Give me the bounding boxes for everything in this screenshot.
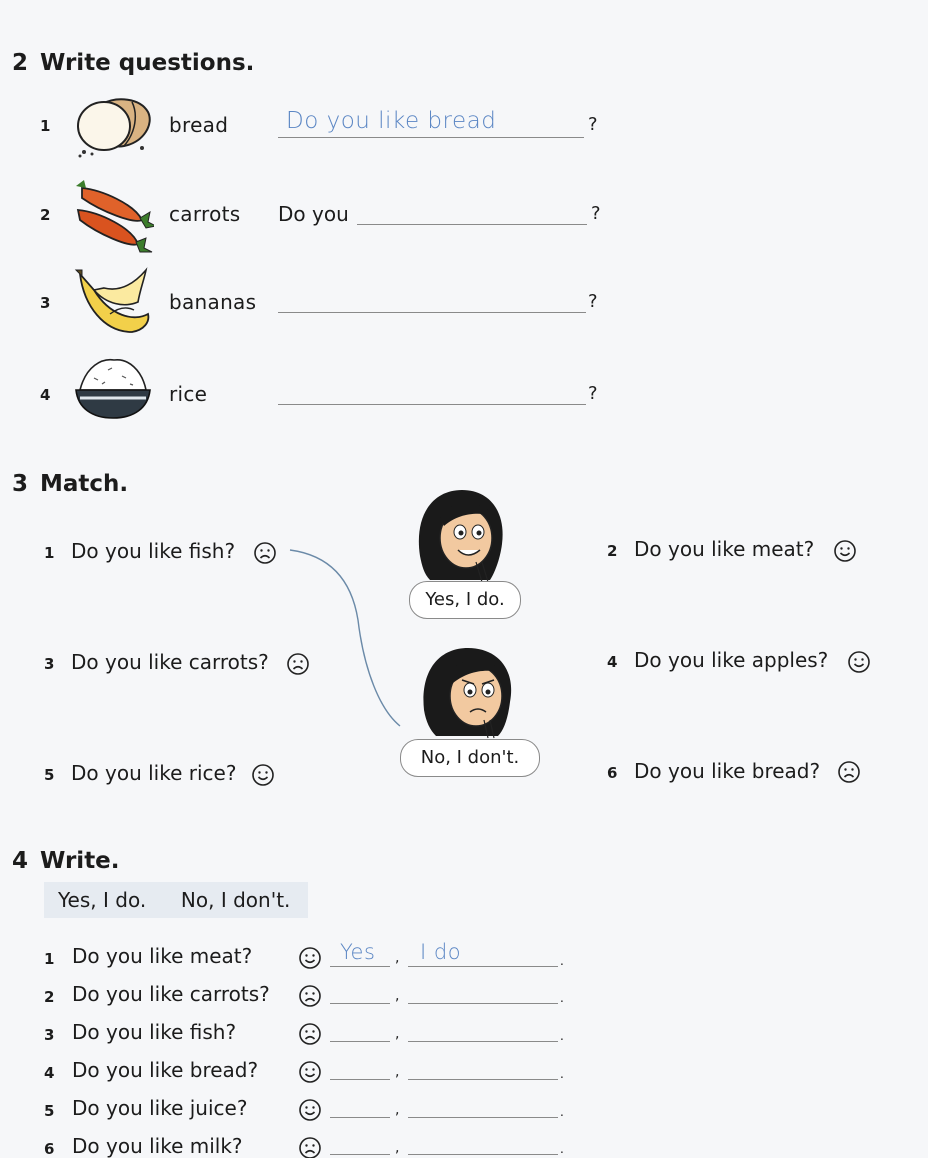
handwritten-answer-1[interactable]: Yes — [340, 940, 376, 964]
match-number: 4 — [607, 653, 618, 671]
section-4-title: Write. — [40, 848, 120, 874]
question-mark: ? — [588, 383, 598, 404]
comma: , — [395, 1026, 400, 1042]
speech-bubble-no: No, I don't. — [400, 739, 540, 777]
match-number: 5 — [44, 766, 55, 784]
answer-line-1[interactable] — [330, 1117, 390, 1118]
happy-face-icon — [833, 539, 857, 563]
sad-face-icon — [298, 1136, 322, 1158]
period: . — [560, 991, 564, 1005]
item-word: carrots — [169, 202, 241, 226]
match-question: Do you like meat? — [634, 537, 815, 561]
answer-line-1[interactable] — [330, 1079, 390, 1080]
happy-face-icon — [251, 763, 275, 787]
question-mark: ? — [588, 291, 598, 312]
match-number: 2 — [607, 542, 618, 560]
bread-icon — [72, 94, 152, 158]
item-word: rice — [169, 382, 208, 406]
handwritten-answer[interactable]: Do you like bread — [286, 108, 497, 134]
comma: , — [395, 1102, 400, 1118]
happy-face-icon — [298, 1060, 322, 1084]
comma: , — [395, 1140, 400, 1156]
row-number: 6 — [44, 1140, 55, 1158]
answer-line-2[interactable] — [408, 966, 558, 967]
row-number: 2 — [44, 988, 55, 1006]
happy-face-icon — [847, 650, 871, 674]
match-question: Do you like fish? — [71, 539, 236, 563]
row-question: Do you like fish? — [72, 1020, 237, 1044]
happy-face-icon — [298, 1098, 322, 1122]
unhappy-girl-illustration — [418, 644, 518, 740]
answer-line-2[interactable] — [408, 1003, 558, 1004]
answer-line[interactable] — [278, 312, 586, 313]
row-question: Do you like milk? — [72, 1134, 243, 1158]
row-question: Do you like meat? — [72, 944, 253, 968]
match-connector-line — [280, 540, 410, 730]
answer-line[interactable] — [278, 137, 584, 138]
match-number: 6 — [607, 764, 618, 782]
sad-face-icon — [298, 1022, 322, 1046]
match-number: 3 — [44, 655, 55, 673]
row-number: 5 — [44, 1102, 55, 1120]
word-box-option: No, I don't. — [180, 888, 291, 912]
answer-line-1[interactable] — [330, 966, 390, 967]
section-4-number: 4 — [12, 848, 29, 874]
section-2-number: 2 — [12, 50, 29, 76]
comma: , — [395, 988, 400, 1004]
row-question: Do you like carrots? — [72, 982, 270, 1006]
speech-bubble-yes: Yes, I do. — [409, 581, 521, 619]
item-number: 4 — [40, 386, 51, 404]
item-prefix: Do you — [278, 202, 349, 226]
match-question: Do you like rice? — [71, 761, 237, 785]
item-word: bananas — [169, 290, 257, 314]
answer-line-1[interactable] — [330, 1003, 390, 1004]
match-question: Do you like bread? — [634, 759, 821, 783]
carrots-icon — [72, 176, 154, 256]
word-box — [44, 882, 308, 918]
comma: , — [395, 1064, 400, 1080]
handwritten-answer-2[interactable]: I do — [420, 940, 462, 964]
answer-line[interactable] — [357, 224, 587, 225]
question-mark: ? — [588, 114, 598, 135]
section-2-title: Write questions. — [40, 50, 255, 76]
answer-line-2[interactable] — [408, 1041, 558, 1042]
item-word: bread — [169, 113, 229, 137]
happy-girl-illustration — [410, 486, 510, 582]
sad-face-icon — [837, 760, 861, 784]
answer-line-2[interactable] — [408, 1154, 558, 1155]
row-number: 3 — [44, 1026, 55, 1044]
answer-line-1[interactable] — [330, 1041, 390, 1042]
row-question: Do you like juice? — [72, 1096, 248, 1120]
sad-face-icon — [298, 984, 322, 1008]
banana-icon — [74, 266, 154, 342]
item-number: 2 — [40, 206, 51, 224]
period: . — [560, 1067, 564, 1081]
period: . — [560, 1029, 564, 1043]
row-number: 4 — [44, 1064, 55, 1082]
row-question: Do you like bread? — [72, 1058, 259, 1082]
answer-line[interactable] — [278, 404, 586, 405]
comma: , — [395, 950, 400, 966]
item-number: 1 — [40, 117, 51, 135]
section-3-number: 3 — [12, 471, 29, 497]
period: . — [560, 1105, 564, 1119]
item-number: 3 — [40, 294, 51, 312]
question-mark: ? — [591, 203, 601, 224]
match-question: Do you like carrots? — [71, 650, 269, 674]
sad-face-icon — [286, 652, 310, 676]
answer-line-1[interactable] — [330, 1154, 390, 1155]
period: . — [560, 954, 564, 968]
section-3-title: Match. — [40, 471, 129, 497]
answer-line-2[interactable] — [408, 1079, 558, 1080]
match-number: 1 — [44, 544, 55, 562]
match-question: Do you like apples? — [634, 648, 829, 672]
answer-line-2[interactable] — [408, 1117, 558, 1118]
happy-face-icon — [298, 946, 322, 970]
word-box-option: Yes, I do. — [58, 888, 147, 912]
sad-face-icon — [253, 541, 277, 565]
rice-bowl-icon — [72, 356, 154, 424]
row-number: 1 — [44, 950, 55, 968]
period: . — [560, 1142, 564, 1156]
